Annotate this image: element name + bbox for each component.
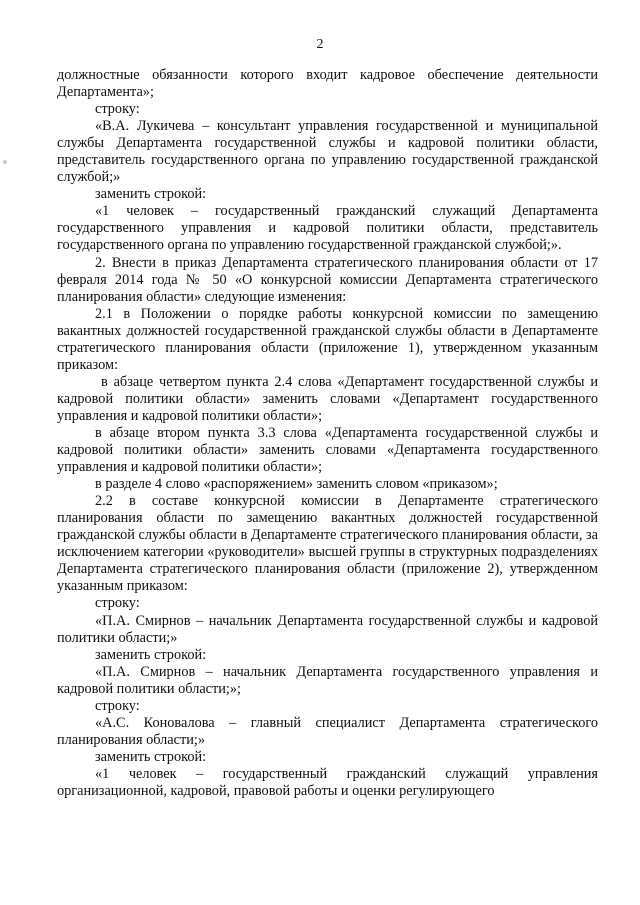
paragraph-quoted-replacement: «П.А. Смирнов – начальник Департамента государственного управления и кадровой политики области;»; (57, 663, 598, 697)
paragraph-replace-label: заменить строкой: (95, 646, 207, 663)
paragraph-line-label: строку: (95, 697, 140, 714)
scan-margin-mark (3, 160, 7, 164)
paragraph-quoted-line: «П.А. Смирнов – начальник Департамента государственной службы и кадровой политики области;» (57, 612, 598, 646)
paragraph-replace-label: заменить строкой: (95, 186, 207, 203)
paragraph-line-label: строку: (95, 101, 140, 118)
paragraph-item-2-2: 2.2 в составе конкурсной комиссии в Департаменте стратегического планирования области по замещению вакантных должностей государственной гражданской службы области в Департаменте стратегического планирования области, за исключением категории «руководители» высшей группы в структурных подразделениях Департамента стратегического планирования области (приложение 2), утвержденном указанным приказом: (57, 493, 598, 595)
page-number: 2 (316, 37, 324, 52)
paragraph-replace-label: заменить строкой: (95, 748, 207, 765)
paragraph-quoted-line: «А.С. Коновалова – главный специалист Департамента стратегического планирования области;» (57, 714, 598, 748)
paragraph-quoted-line: «В.А. Лукичева – консультант управления государственной и муниципальной службы Департамента государственной службы и кадровой политики области, представитель государственного органа по управлению государственной гражданской службой;» (57, 118, 598, 186)
paragraph-item-2: 2. Внести в приказ Департамента стратегического планирования области от 17 февраля 2014 года № 50 «О конкурсной комиссии Департамента стратегического планирования области» следующие изменения: (57, 254, 598, 305)
paragraph-continuation: должностные обязанности которого входит кадровое обеспечение деятельности Департамента»; (57, 67, 598, 101)
document-body (57, 67, 598, 800)
paragraph-amendment-section-4: в разделе 4 слово «распоряжением» заменить словом «приказом»; (95, 476, 498, 493)
paragraph-line-label: строку: (95, 595, 140, 612)
paragraph-quoted-replacement-continued: «1 человек – государственный гражданский служащий управления организационной, кадровой, правовой работы и оценки регулирующего (57, 765, 598, 799)
paragraph-amendment-3-3: в абзаце втором пункта 3.3 слова «Департамента государственной службы и кадровой политики области» заменить словами «Департамента государственного управления и кадровой политики области»; (57, 424, 598, 476)
paragraph-quoted-replacement: «1 человек – государственный гражданский служащий Департамента государственного управления и кадровой политики области, представитель государственного органа по управлению государственной гражданской службой;». (57, 203, 598, 254)
paragraph-amendment-2-4: в абзаце четвертом пункта 2.4 слова «Департамент государственной службы и кадровой политики области» заменить словами «Департамент государственного управления и кадровой политики области»; (57, 373, 598, 424)
paragraph-item-2-1: 2.1 в Положении о порядке работы конкурсной комиссии по замещению вакантных должностей государственной гражданской службы области в Департаменте стратегического планирования области (приложение 1), утвержденном указанным приказом: (57, 305, 598, 373)
